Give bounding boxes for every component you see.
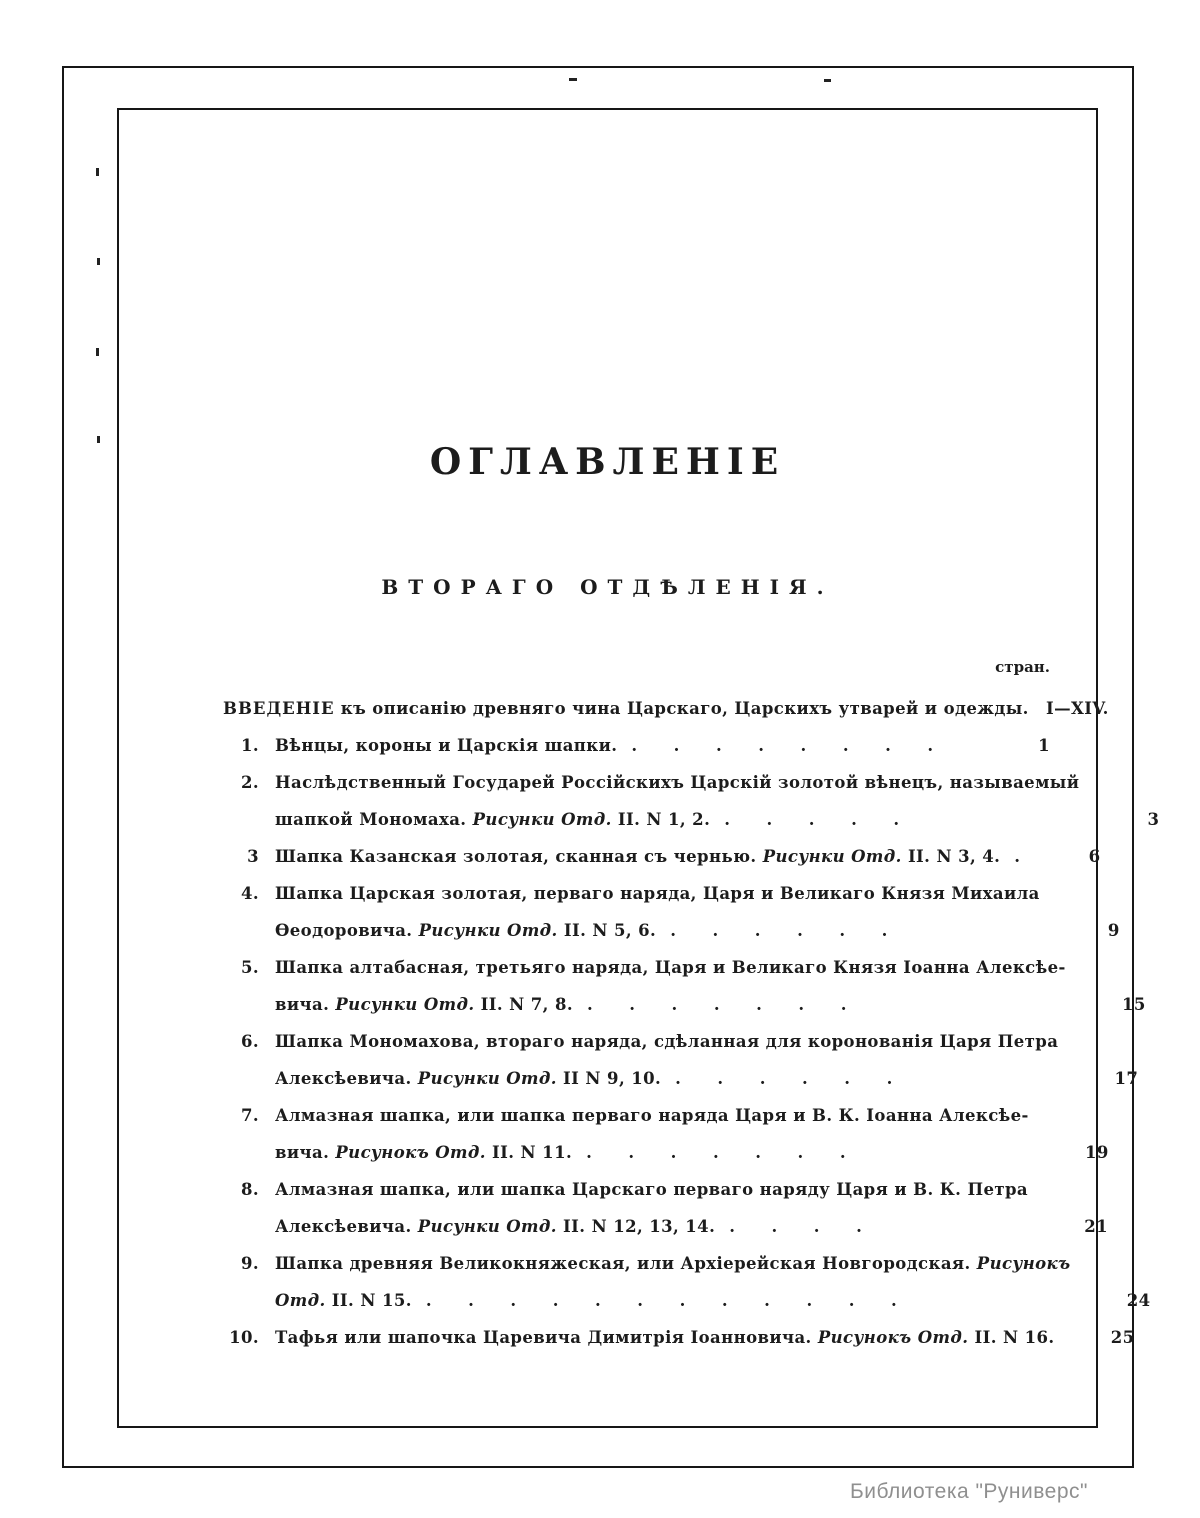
- entry-page-number: 19: [1085, 1143, 1109, 1162]
- dot-leader: . . . . . .: [675, 1069, 893, 1088]
- entry-line: Шапка Мономахова, втораго наряда, сдѣланная для коронованія Царя Петра: [275, 1032, 1059, 1051]
- dot-leader: . . . . . . .: [586, 995, 847, 1014]
- toc-entry: [223, 875, 1120, 949]
- dot-leader: . . . . . .: [670, 921, 888, 940]
- watermark: Библиотека "Руниверс": [849, 1480, 1088, 1503]
- entry-number: 4.: [240, 884, 259, 903]
- entry-number: 10.: [229, 1328, 259, 1347]
- entry-text: [275, 1319, 1055, 1356]
- entry-line: Вѣнцы, короны и Царскія шапки. . . . . . . . .: [275, 736, 934, 755]
- entry-text: [275, 1097, 1029, 1171]
- entry-page-number: 15: [1122, 995, 1146, 1014]
- intro-text-block: [223, 690, 1029, 727]
- entry-text: [275, 1023, 1058, 1097]
- dot-leader: . . . .: [729, 1217, 863, 1236]
- page-frame: [117, 108, 1160, 1428]
- entry-page-number: 17: [1114, 1069, 1139, 1088]
- intro-page-number: I—XIV.: [1046, 699, 1109, 718]
- page-column-header: стран.: [995, 658, 1050, 676]
- entry-line: Шапка Казанская золотая, сканная съ чернью. Рисунки Отд. II. N 3, 4. .: [275, 847, 1021, 866]
- entry-line: вича. Рисунокъ Отд. II. N 11. . . . . . . .: [275, 1143, 846, 1162]
- dot-leader: .: [1014, 847, 1021, 866]
- toc-entries: [223, 727, 1160, 1356]
- scan-mark: [96, 168, 99, 176]
- entry-line: Шапка алтабасная, третьяго наряда, Царя и Великаго Князя Іоанна Алексѣе-: [275, 958, 1066, 977]
- toc-entry: [223, 764, 1160, 838]
- outer-border: [62, 66, 1160, 1468]
- toc-entry: [223, 1319, 1135, 1356]
- entry-text: [275, 764, 1079, 838]
- toc-entry: [223, 1245, 1151, 1319]
- section-subtitle: ВТОРАГО ОТДѢЛЕНІЯ.: [381, 575, 834, 599]
- scan-mark: [96, 348, 99, 356]
- scan-mark: [97, 436, 100, 443]
- entry-line: Шапка Царская золотая, перваго наряда, Царя и Великаго Князя Михаила: [275, 884, 1040, 903]
- entry-line: вича. Рисунки Отд. II. N 7, 8. . . . . . . .: [275, 995, 847, 1014]
- entry-number: 2.: [240, 773, 259, 792]
- scan-mark: [97, 258, 100, 265]
- entry-text: [275, 1171, 1028, 1245]
- entry-line: Алексѣевича. Рисунки Отд. II. N 12, 13, 14. . . . .: [275, 1217, 863, 1236]
- entry-number: 6.: [240, 1032, 259, 1051]
- entry-page-number: 1: [1038, 736, 1050, 755]
- entry-number: 5.: [240, 958, 259, 977]
- table-of-contents: [223, 690, 1160, 1356]
- entry-text: [275, 949, 1066, 1023]
- entry-line: Алмазная шапка, или шапка Царскаго перваго наряду Царя и В. К. Петра: [275, 1180, 1028, 1199]
- scan-mark: [569, 78, 577, 81]
- entry-text: [275, 838, 1020, 875]
- entry-line: Шапка древняя Великокняжеская, или Архіерейская Новгородская. Рисунокъ: [275, 1254, 1071, 1273]
- dot-leader: . . . . . . . .: [631, 736, 934, 755]
- entry-text: [275, 1245, 1071, 1319]
- entry-number: 3: [247, 847, 259, 866]
- entry-number: 8.: [240, 1180, 259, 1199]
- page-title: ОГЛАВЛЕНІЕ: [429, 441, 786, 483]
- entry-text: [275, 875, 1040, 949]
- intro-text: къ описанію древняго чина Царскаго, Царскихъ утварей и одежды.: [334, 699, 1029, 718]
- entry-number: 9.: [240, 1254, 259, 1273]
- entry-page-number: 6: [1088, 847, 1101, 866]
- entry-text: [275, 727, 970, 764]
- dot-leader: . . . . .: [724, 810, 900, 829]
- entry-line: Тафья или шапочка Царевича Димитрія Іоанновича. Рисунокъ Отд. II. N 16.: [275, 1328, 1055, 1347]
- dot-leader: . . . . . . . . . . . .: [425, 1291, 898, 1310]
- toc-entry: [223, 838, 1101, 875]
- entry-page-number: 25: [1110, 1328, 1135, 1347]
- entry-page-number: 9: [1107, 921, 1120, 940]
- scan-mark: [824, 79, 831, 82]
- entry-line: Отд. II. N 15. . . . . . . . . . . . .: [275, 1291, 898, 1310]
- toc-entry: [223, 1097, 1109, 1171]
- toc-entry: [223, 949, 1146, 1023]
- toc-entry: [223, 1023, 1139, 1097]
- toc-entry: [223, 1171, 1108, 1245]
- entry-page-number: 3: [1147, 810, 1160, 829]
- toc-intro-row: [223, 690, 1109, 727]
- dot-leader: . . . . . . .: [586, 1143, 846, 1162]
- entry-number: 1.: [240, 736, 259, 755]
- toc-entry: [223, 727, 1050, 764]
- entry-line: Алмазная шапка, или шапка перваго наряда Царя и В. К. Іоанна Алексѣе-: [275, 1106, 1029, 1125]
- entry-line: Наслѣдственный Государей Россійскихъ Царскій золотой вѣнецъ, называемый: [275, 773, 1080, 792]
- entry-line: Ѳеодоровича. Рисунки Отд. II. N 5, 6. . . . . . .: [275, 921, 888, 940]
- entry-page-number: 21: [1084, 1217, 1108, 1236]
- entry-number: 7.: [240, 1106, 259, 1125]
- intro-label: ВВЕДЕНІЕ: [223, 699, 335, 718]
- entry-line: шапкой Мономаха. Рисунки Отд. II. N 1, 2. . . . . .: [275, 810, 900, 829]
- entry-line: Алексѣевича. Рисунки Отд. II N 9, 10. . . . . . .: [275, 1069, 893, 1088]
- entry-page-number: 24: [1126, 1291, 1151, 1310]
